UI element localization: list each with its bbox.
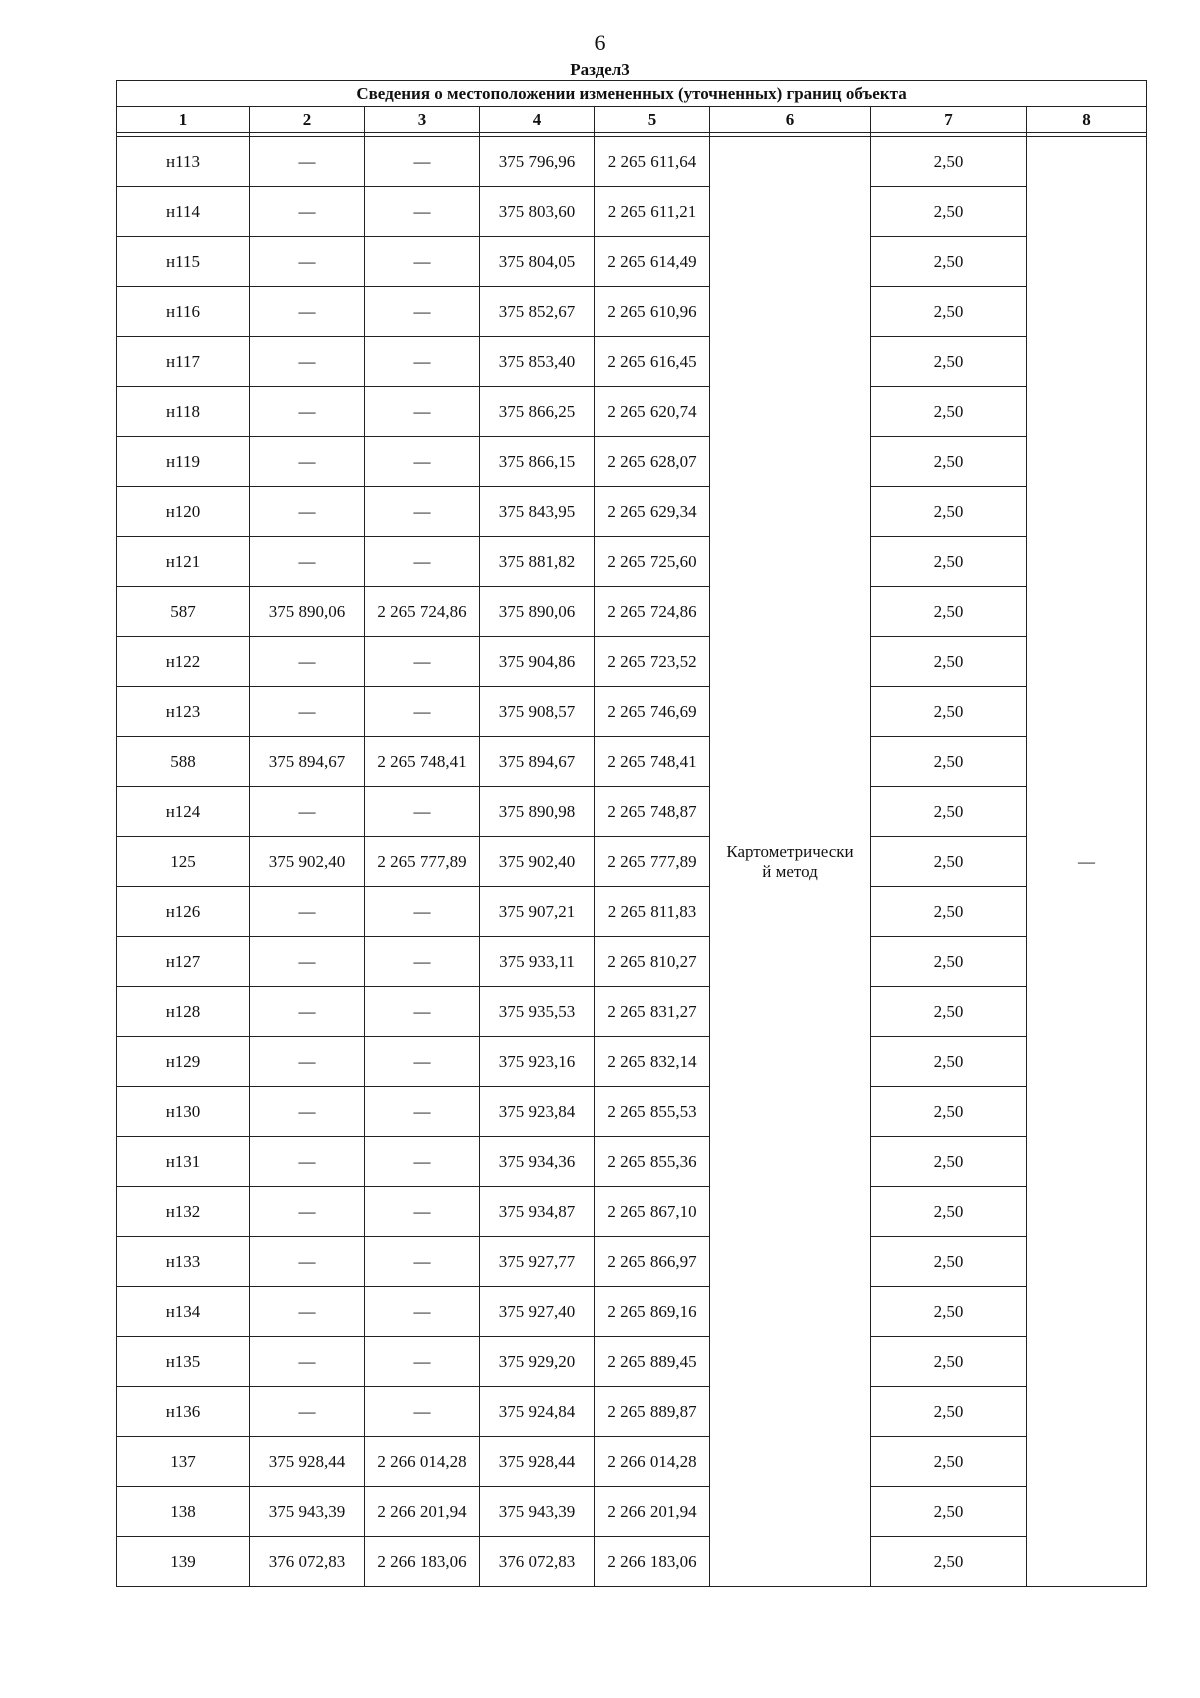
new-y-cell: 2 265 831,27 <box>595 987 710 1037</box>
table-row <box>117 1137 1147 1187</box>
method-line: й метод <box>762 861 818 881</box>
method-line: Картометрически <box>726 841 854 861</box>
point-name-cell: н113 <box>117 137 250 187</box>
old-x-cell: — <box>250 1287 365 1337</box>
new-y-cell: 2 265 855,53 <box>595 1087 710 1137</box>
table-row <box>117 287 1147 337</box>
accuracy-cell: 2,50 <box>871 837 1027 887</box>
column-header-row <box>117 107 1147 133</box>
old-x-cell: 375 894,67 <box>250 737 365 787</box>
accuracy-cell: 2,50 <box>871 1037 1027 1087</box>
new-x-cell: 375 804,05 <box>480 237 595 287</box>
point-name-cell: н130 <box>117 1087 250 1137</box>
old-x-cell: — <box>250 637 365 687</box>
column-header-4: 4 <box>480 107 595 133</box>
old-x-cell: 375 890,06 <box>250 587 365 637</box>
new-x-cell: 375 803,60 <box>480 187 595 237</box>
table-row <box>117 637 1147 687</box>
point-name-cell: н127 <box>117 937 250 987</box>
new-x-cell: 375 902,40 <box>480 837 595 887</box>
old-x-cell: — <box>250 537 365 587</box>
column-8-cell: — <box>1027 137 1147 1587</box>
table-row <box>117 987 1147 1037</box>
new-y-cell: 2 265 724,86 <box>595 587 710 637</box>
accuracy-cell: 2,50 <box>871 1337 1027 1387</box>
old-y-cell: — <box>365 137 480 187</box>
new-x-cell: 375 934,87 <box>480 1187 595 1237</box>
new-x-cell: 375 927,40 <box>480 1287 595 1337</box>
table-row <box>117 437 1147 487</box>
new-x-cell: 376 072,83 <box>480 1537 595 1587</box>
old-x-cell: — <box>250 337 365 387</box>
old-x-cell: — <box>250 1187 365 1237</box>
accuracy-cell: 2,50 <box>871 337 1027 387</box>
old-x-cell: — <box>250 437 365 487</box>
old-x-cell: — <box>250 1387 365 1437</box>
new-x-cell: 375 943,39 <box>480 1487 595 1537</box>
accuracy-cell: 2,50 <box>871 1537 1027 1587</box>
new-y-cell: 2 265 855,36 <box>595 1137 710 1187</box>
new-x-cell: 375 923,16 <box>480 1037 595 1087</box>
new-x-cell: 375 843,95 <box>480 487 595 537</box>
point-name-cell: 125 <box>117 837 250 887</box>
old-y-cell: — <box>365 1087 480 1137</box>
old-y-cell: — <box>365 787 480 837</box>
old-y-cell: — <box>365 1037 480 1087</box>
point-name-cell: н117 <box>117 337 250 387</box>
old-x-cell: — <box>250 887 365 937</box>
old-y-cell: 2 265 748,41 <box>365 737 480 787</box>
new-x-cell: 375 881,82 <box>480 537 595 587</box>
accuracy-cell: 2,50 <box>871 1287 1027 1337</box>
table-row <box>117 1187 1147 1237</box>
new-x-cell: 375 928,44 <box>480 1437 595 1487</box>
accuracy-cell: 2,50 <box>871 937 1027 987</box>
accuracy-cell: 2,50 <box>871 687 1027 737</box>
old-y-cell: — <box>365 437 480 487</box>
new-x-cell: 375 923,84 <box>480 1087 595 1137</box>
new-x-cell: 375 853,40 <box>480 337 595 387</box>
table-row <box>117 1237 1147 1287</box>
column-header-3: 3 <box>365 107 480 133</box>
old-y-cell: — <box>365 887 480 937</box>
old-y-cell: 2 266 201,94 <box>365 1487 480 1537</box>
old-y-cell: 2 266 183,06 <box>365 1537 480 1587</box>
new-x-cell: 375 890,98 <box>480 787 595 837</box>
column-header-1: 1 <box>117 107 250 133</box>
table-row <box>117 387 1147 437</box>
old-y-cell: — <box>365 1337 480 1387</box>
new-y-cell: 2 265 889,87 <box>595 1387 710 1437</box>
method-cell <box>710 137 871 1587</box>
point-name-cell: 138 <box>117 1487 250 1537</box>
new-y-cell: 2 265 889,45 <box>595 1337 710 1387</box>
accuracy-cell: 2,50 <box>871 887 1027 937</box>
accuracy-cell: 2,50 <box>871 137 1027 187</box>
accuracy-cell: 2,50 <box>871 1187 1027 1237</box>
old-x-cell: — <box>250 187 365 237</box>
point-name-cell: н121 <box>117 537 250 587</box>
old-y-cell: — <box>365 1187 480 1237</box>
point-name-cell: н132 <box>117 1187 250 1237</box>
new-y-cell: 2 265 811,83 <box>595 887 710 937</box>
column-header-7: 7 <box>871 107 1027 133</box>
point-name-cell: 137 <box>117 1437 250 1487</box>
old-y-cell: — <box>365 1287 480 1337</box>
old-y-cell: 2 265 724,86 <box>365 587 480 637</box>
table-row <box>117 187 1147 237</box>
new-x-cell: 375 929,20 <box>480 1337 595 1387</box>
point-name-cell: н126 <box>117 887 250 937</box>
accuracy-cell: 2,50 <box>871 587 1027 637</box>
new-x-cell: 375 866,25 <box>480 387 595 437</box>
new-y-cell: 2 266 014,28 <box>595 1437 710 1487</box>
new-y-cell: 2 265 748,41 <box>595 737 710 787</box>
old-x-cell: 376 072,83 <box>250 1537 365 1587</box>
table-row <box>117 337 1147 387</box>
accuracy-cell: 2,50 <box>871 537 1027 587</box>
page-number: 6 <box>594 30 606 55</box>
point-name-cell: 587 <box>117 587 250 637</box>
table-row <box>117 1537 1147 1587</box>
table-row <box>117 1287 1147 1337</box>
point-name-cell: н123 <box>117 687 250 737</box>
table-row <box>117 137 1147 187</box>
new-x-cell: 375 852,67 <box>480 287 595 337</box>
new-x-cell: 375 935,53 <box>480 987 595 1037</box>
table-row <box>117 937 1147 987</box>
old-x-cell: — <box>250 987 365 1037</box>
old-x-cell: — <box>250 787 365 837</box>
table-body <box>117 133 1147 1587</box>
old-x-cell: — <box>250 1137 365 1187</box>
new-y-cell: 2 265 866,97 <box>595 1237 710 1287</box>
point-name-cell: н131 <box>117 1137 250 1187</box>
new-y-cell: 2 265 810,27 <box>595 937 710 987</box>
new-x-cell: 375 866,15 <box>480 437 595 487</box>
table-row <box>117 1087 1147 1137</box>
new-y-cell: 2 265 620,74 <box>595 387 710 437</box>
old-x-cell: — <box>250 1337 365 1387</box>
accuracy-cell: 2,50 <box>871 187 1027 237</box>
point-name-cell: н116 <box>117 287 250 337</box>
table-row <box>117 487 1147 537</box>
new-x-cell: 375 894,67 <box>480 737 595 787</box>
old-x-cell: — <box>250 237 365 287</box>
new-y-cell: 2 265 867,10 <box>595 1187 710 1237</box>
old-y-cell: — <box>365 537 480 587</box>
old-y-cell: — <box>365 187 480 237</box>
accuracy-cell: 2,50 <box>871 737 1027 787</box>
new-y-cell: 2 266 201,94 <box>595 1487 710 1537</box>
old-y-cell: 2 266 014,28 <box>365 1437 480 1487</box>
table-row <box>117 1387 1147 1437</box>
accuracy-cell: 2,50 <box>871 1487 1027 1537</box>
old-x-cell: — <box>250 287 365 337</box>
accuracy-cell: 2,50 <box>871 987 1027 1037</box>
table-row <box>117 587 1147 637</box>
old-x-cell: — <box>250 1037 365 1087</box>
new-x-cell: 375 927,77 <box>480 1237 595 1287</box>
point-name-cell: н128 <box>117 987 250 1037</box>
accuracy-cell: 2,50 <box>871 487 1027 537</box>
new-x-cell: 375 933,11 <box>480 937 595 987</box>
old-x-cell: — <box>250 937 365 987</box>
point-name-cell: н133 <box>117 1237 250 1287</box>
point-name-cell: н124 <box>117 787 250 837</box>
column-header-8: 8 <box>1027 107 1147 133</box>
old-y-cell: — <box>365 1137 480 1187</box>
accuracy-cell: 2,50 <box>871 1137 1027 1187</box>
old-x-cell: — <box>250 387 365 437</box>
new-x-cell: 375 796,96 <box>480 137 595 187</box>
new-y-cell: 2 265 614,49 <box>595 237 710 287</box>
old-x-cell: — <box>250 687 365 737</box>
table-row <box>117 837 1147 887</box>
point-name-cell: н135 <box>117 1337 250 1387</box>
old-y-cell: — <box>365 237 480 287</box>
old-y-cell: 2 265 777,89 <box>365 837 480 887</box>
old-x-cell: 375 928,44 <box>250 1437 365 1487</box>
old-x-cell: — <box>250 137 365 187</box>
new-x-cell: 375 907,21 <box>480 887 595 937</box>
table-row <box>117 1437 1147 1487</box>
accuracy-cell: 2,50 <box>871 237 1027 287</box>
old-y-cell: — <box>365 987 480 1037</box>
table-row <box>117 1037 1147 1087</box>
new-y-cell: 2 265 629,34 <box>595 487 710 537</box>
new-y-cell: 2 265 832,14 <box>595 1037 710 1087</box>
new-x-cell: 375 924,84 <box>480 1387 595 1437</box>
point-name-cell: н119 <box>117 437 250 487</box>
new-x-cell: 375 908,57 <box>480 687 595 737</box>
table-row <box>117 1337 1147 1387</box>
point-name-cell: н115 <box>117 237 250 287</box>
old-y-cell: — <box>365 937 480 987</box>
accuracy-cell: 2,50 <box>871 387 1027 437</box>
accuracy-cell: 2,50 <box>871 1087 1027 1137</box>
new-y-cell: 2 266 183,06 <box>595 1537 710 1587</box>
boundary-coordinates-table <box>116 80 1147 1587</box>
accuracy-cell: 2,50 <box>871 637 1027 687</box>
column-header-5: 5 <box>595 107 710 133</box>
point-name-cell: н120 <box>117 487 250 537</box>
point-name-cell: 139 <box>117 1537 250 1587</box>
new-y-cell: 2 265 610,96 <box>595 287 710 337</box>
new-x-cell: 375 890,06 <box>480 587 595 637</box>
new-y-cell: 2 265 616,45 <box>595 337 710 387</box>
new-y-cell: 2 265 869,16 <box>595 1287 710 1337</box>
point-name-cell: 588 <box>117 737 250 787</box>
old-x-cell: 375 902,40 <box>250 837 365 887</box>
column-header-2: 2 <box>250 107 365 133</box>
old-y-cell: — <box>365 487 480 537</box>
accuracy-cell: 2,50 <box>871 1437 1027 1487</box>
table-row <box>117 1487 1147 1537</box>
new-y-cell: 2 265 746,69 <box>595 687 710 737</box>
old-y-cell: — <box>365 287 480 337</box>
new-y-cell: 2 265 777,89 <box>595 837 710 887</box>
old-y-cell: — <box>365 1387 480 1437</box>
new-y-cell: 2 265 748,87 <box>595 787 710 837</box>
point-name-cell: н129 <box>117 1037 250 1087</box>
table-row <box>117 887 1147 937</box>
accuracy-cell: 2,50 <box>871 287 1027 337</box>
accuracy-cell: 2,50 <box>871 437 1027 487</box>
section-title: Раздел3 <box>570 60 630 79</box>
old-y-cell: — <box>365 387 480 437</box>
point-name-cell: н114 <box>117 187 250 237</box>
column-header-6: 6 <box>710 107 871 133</box>
table-row <box>117 737 1147 787</box>
table-caption: Сведения о местоположении измененных (уточненных) границ объекта <box>117 81 1147 107</box>
old-y-cell: — <box>365 337 480 387</box>
old-x-cell: — <box>250 487 365 537</box>
new-y-cell: 2 265 611,21 <box>595 187 710 237</box>
old-x-cell: — <box>250 1087 365 1137</box>
old-y-cell: — <box>365 1237 480 1287</box>
table-row <box>117 687 1147 737</box>
table-row <box>117 787 1147 837</box>
accuracy-cell: 2,50 <box>871 1237 1027 1287</box>
old-y-cell: — <box>365 687 480 737</box>
old-y-cell: — <box>365 637 480 687</box>
new-y-cell: 2 265 611,64 <box>595 137 710 187</box>
new-y-cell: 2 265 723,52 <box>595 637 710 687</box>
point-name-cell: н136 <box>117 1387 250 1437</box>
table-row <box>117 537 1147 587</box>
point-name-cell: н134 <box>117 1287 250 1337</box>
old-x-cell: — <box>250 1237 365 1287</box>
point-name-cell: н122 <box>117 637 250 687</box>
new-y-cell: 2 265 628,07 <box>595 437 710 487</box>
new-x-cell: 375 904,86 <box>480 637 595 687</box>
new-x-cell: 375 934,36 <box>480 1137 595 1187</box>
accuracy-cell: 2,50 <box>871 1387 1027 1437</box>
old-x-cell: 375 943,39 <box>250 1487 365 1537</box>
table-row <box>117 237 1147 287</box>
new-y-cell: 2 265 725,60 <box>595 537 710 587</box>
accuracy-cell: 2,50 <box>871 787 1027 837</box>
point-name-cell: н118 <box>117 387 250 437</box>
